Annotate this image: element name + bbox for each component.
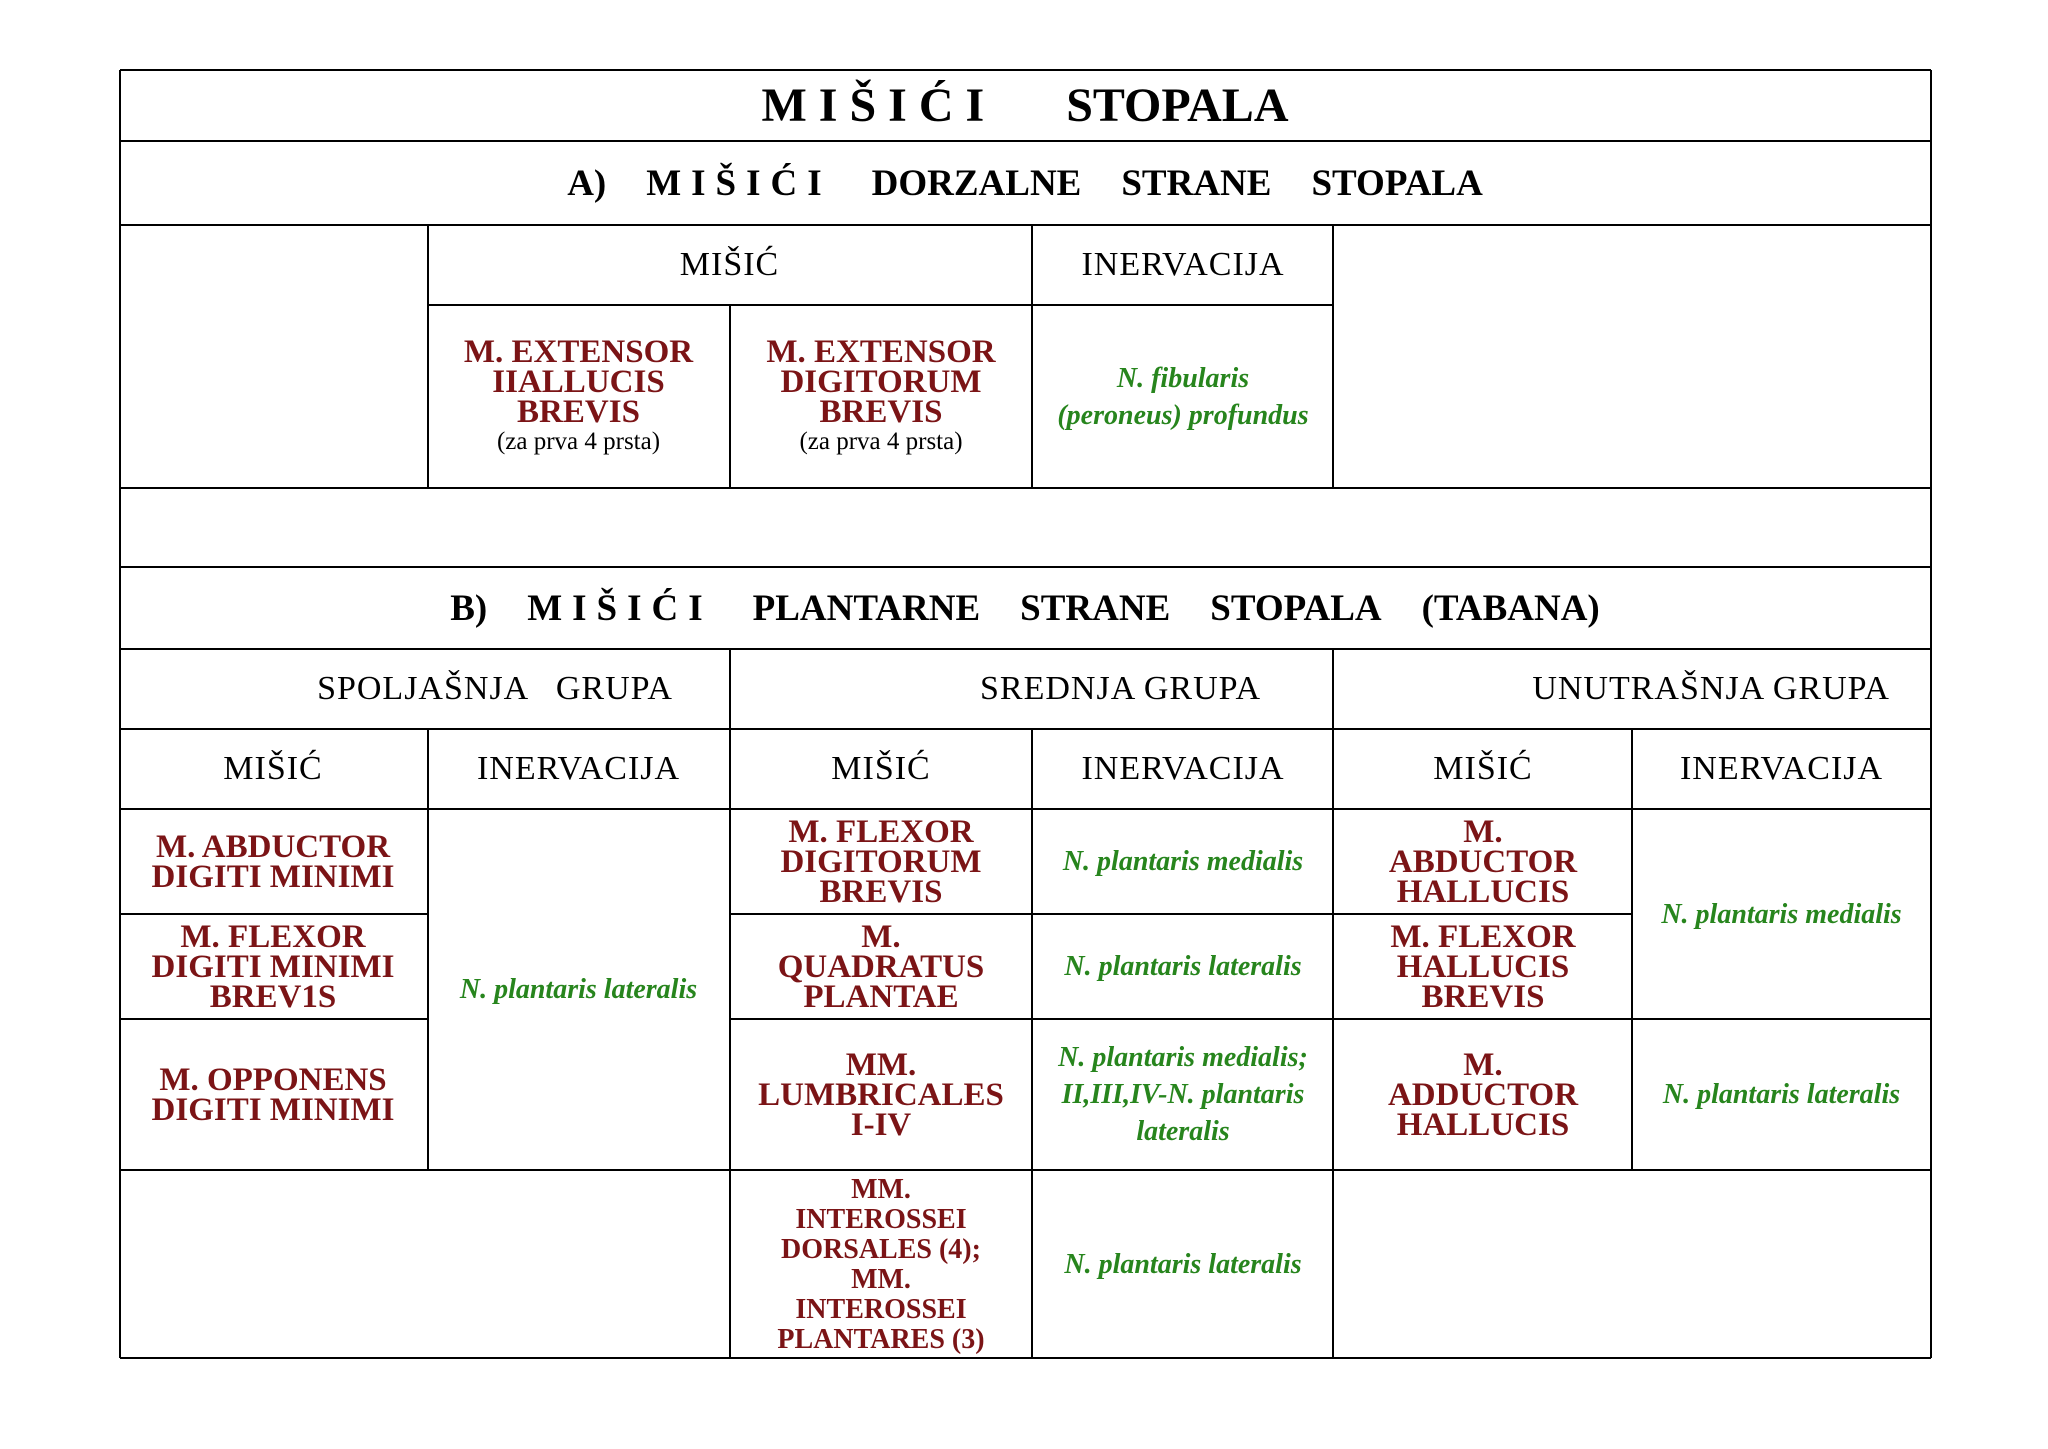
col-middle-muscle-header	[731, 730, 1031, 808]
header-label: MIŠIĆ	[679, 246, 780, 283]
section-a-header-nerve	[1033, 226, 1333, 304]
muscle-note: (za prva 4 prsta)	[496, 427, 661, 455]
page-title	[120, 70, 1930, 140]
section-a-header-muscle	[428, 226, 1031, 304]
grid-line-h	[120, 566, 1931, 568]
inner-muscle-1	[1335, 810, 1631, 913]
inner-muscle-3	[1335, 1020, 1631, 1169]
outer-muscle-2	[120, 915, 426, 1018]
section-a-muscle-2	[731, 306, 1031, 487]
middle-nerve-3	[1033, 1020, 1333, 1169]
grid-line-h	[120, 1018, 428, 1020]
nerve-name: N. plantaris medialis	[1062, 846, 1304, 877]
section-a-muscle-1	[428, 306, 729, 487]
muscle-name: MM. LUMBRICALES I-IV	[758, 1046, 1004, 1143]
nerve-name: N. plantaris lateralis	[1064, 1249, 1302, 1280]
header-label: INERVACIJA	[1679, 750, 1884, 787]
title-word-2: STOPALA	[1066, 78, 1289, 132]
middle-muscle-1	[731, 810, 1031, 913]
section-a-word3: STRANE	[1121, 162, 1272, 204]
inner-muscle-2	[1335, 915, 1631, 1018]
muscle-name: M. FLEXOR HALLUCIS BREVIS	[1390, 918, 1576, 1015]
col-middle-nerve-header	[1033, 730, 1333, 808]
middle-muscle-4	[731, 1171, 1031, 1358]
grid-line-h	[730, 913, 1632, 915]
muscle-name: M. QUADRATUS PLANTAE	[777, 918, 985, 1015]
grid-line-h	[120, 728, 1931, 730]
section-b-heading	[120, 568, 1930, 648]
grid-line-v	[729, 1170, 731, 1358]
grid-line-v	[729, 305, 731, 488]
nerve-name: N. plantaris lateralis	[1064, 951, 1302, 982]
nerve-name: N. fibularis (peroneus) profundus	[1057, 362, 1309, 431]
group-middle-header	[731, 650, 1333, 728]
muscle-name: M. FLEXOR DIGITORUM BREVIS	[780, 813, 982, 910]
section-a-nerve	[1033, 306, 1333, 487]
grid-line-v	[1332, 729, 1334, 809]
middle-muscle-2	[731, 915, 1031, 1018]
grid-line-v	[119, 70, 121, 1358]
middle-nerve-4	[1033, 1171, 1333, 1358]
section-b-word5: (TABANA)	[1421, 587, 1600, 629]
middle-muscle-3	[731, 1020, 1031, 1169]
outer-nerve	[428, 810, 729, 1169]
grid-line-h	[120, 648, 1931, 650]
section-b-prefix: B)	[450, 587, 488, 629]
group-label: SPOLJAŠNJA GRUPA	[317, 670, 673, 707]
nerve-name: N. plantaris medialis	[1661, 898, 1902, 930]
grid-line-v	[1031, 1170, 1033, 1358]
muscle-name: M. ABDUCTOR DIGITI MINIMI	[151, 828, 395, 895]
grid-line-h	[120, 1169, 1931, 1171]
grid-line-v	[1031, 809, 1033, 1170]
grid-line-v	[1332, 1170, 1334, 1358]
muscle-name: MM. INTEROSSEI DORSALES (4); MM. INTEROSSEI PLANTARES (3)	[777, 1173, 985, 1355]
grid-line-v	[1930, 70, 1932, 1358]
grid-line-v	[1031, 225, 1033, 488]
grid-line-v	[729, 729, 731, 809]
muscle-name: M. EXTENSOR DIGITORUM BREVIS	[766, 333, 996, 430]
col-inner-muscle-header	[1335, 730, 1631, 808]
grid-line-v	[1332, 225, 1334, 488]
grid-line-h	[120, 69, 1931, 71]
group-outer-header	[120, 650, 728, 728]
muscle-name: M. EXTENSOR IIALLUCIS BREVIS	[463, 333, 694, 430]
outer-muscle-1	[120, 810, 426, 913]
header-label: MIŠIĆ	[831, 750, 931, 787]
outer-muscle-3	[120, 1020, 426, 1169]
grid-line-h	[120, 140, 1931, 142]
section-a-heading	[120, 142, 1930, 224]
grid-line-h	[428, 304, 1333, 306]
nerve-name: N. plantaris lateralis	[1662, 1079, 1901, 1110]
nerve-name: N. plantaris medialis; II,III,IV-N. plantaris lateralis	[1058, 1042, 1308, 1147]
grid-line-v	[427, 809, 429, 1170]
grid-line-h	[120, 808, 1931, 810]
group-label: UNUTRAŠNJA GRUPA	[1532, 670, 1890, 707]
nerve-name: N. plantaris lateralis	[459, 974, 698, 1005]
header-label: INERVACIJA	[1081, 246, 1285, 283]
header-label: INERVACIJA	[1081, 750, 1285, 787]
middle-nerve-2	[1033, 915, 1333, 1018]
group-inner-header	[1335, 650, 1930, 728]
section-a-word2: DORZALNE	[871, 162, 1082, 204]
section-b-word3: STRANE	[1020, 587, 1171, 629]
col-inner-nerve-header	[1633, 730, 1930, 808]
muscle-name: M. ADDUCTOR HALLUCIS	[1387, 1046, 1579, 1143]
section-b-word4: STOPALA	[1210, 587, 1382, 629]
grid-line-v	[1332, 649, 1334, 729]
col-outer-nerve-header	[428, 730, 729, 808]
section-b-word1: MIŠIĆI	[527, 587, 713, 629]
section-a-word4: STOPALA	[1311, 162, 1483, 204]
grid-line-v	[1631, 729, 1633, 809]
header-label: MIŠIĆ	[1433, 750, 1533, 787]
grid-line-h	[730, 1018, 1931, 1020]
section-a-prefix: A)	[567, 162, 607, 204]
grid-line-v	[729, 649, 731, 729]
section-b-word2: PLANTARNE	[752, 587, 981, 629]
title-word-1: MIŠIĆI	[761, 78, 997, 132]
header-label: MIŠIĆ	[223, 750, 323, 787]
muscle-note: (za prva 4 prsta)	[799, 427, 963, 455]
middle-nerve-1	[1033, 810, 1333, 913]
muscle-name: M. ABDUCTOR HALLUCIS	[1388, 813, 1578, 910]
section-a-word1: MIŠIĆI	[646, 162, 832, 204]
grid-line-v	[1332, 809, 1334, 1170]
grid-line-h	[120, 224, 1931, 226]
grid-line-h	[120, 913, 428, 915]
muscle-name: M. FLEXOR DIGITI MINIMI BREV1S	[151, 918, 395, 1015]
header-label: INERVACIJA	[476, 750, 681, 787]
grid-line-v	[1631, 809, 1633, 1170]
muscle-name: M. OPPONENS DIGITI MINIMI	[151, 1061, 395, 1128]
col-outer-muscle-header	[120, 730, 426, 808]
grid-line-h	[120, 1357, 1931, 1359]
grid-line-v	[729, 809, 731, 1170]
grid-line-v	[427, 225, 429, 488]
group-label: SREDNJA GRUPA	[980, 670, 1261, 707]
inner-nerve-top	[1633, 810, 1930, 1018]
inner-nerve-bottom	[1633, 1020, 1930, 1169]
grid-line-v	[427, 729, 429, 809]
grid-line-h	[120, 487, 1931, 489]
grid-line-v	[1031, 729, 1033, 809]
